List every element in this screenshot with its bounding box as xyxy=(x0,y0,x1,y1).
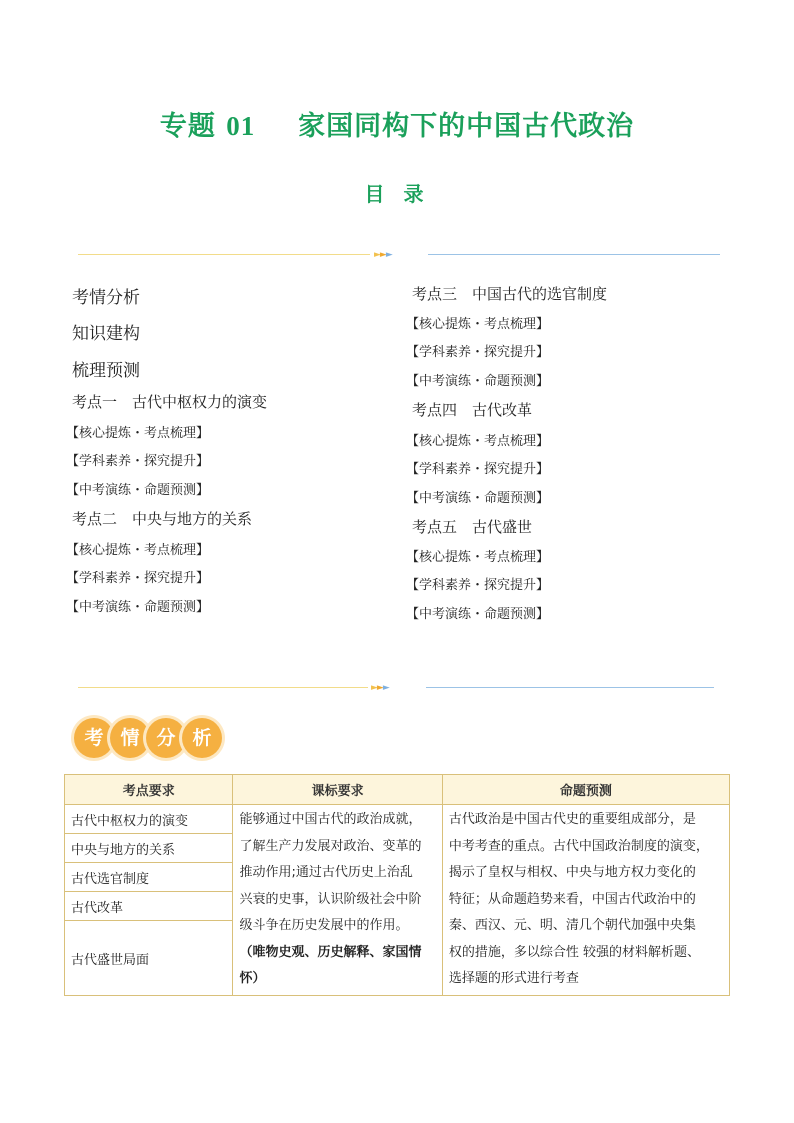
toc-subitem[interactable]: 【核心提炼・考点梳理】 xyxy=(406,317,550,332)
text-line: 古代政治是中国古代史的重要组成部分，是 xyxy=(448,812,696,827)
table-cell: 古代改革 xyxy=(65,892,233,921)
badge-char: 析 xyxy=(182,718,222,758)
table-cell: 古代中枢权力的演变 xyxy=(65,805,233,834)
toc-point-3[interactable]: 考点三 中国古代的选官制度 xyxy=(412,285,608,303)
toc-heading: 目 录 xyxy=(364,182,430,206)
text-line: 级斗争在历史发展中的作用。 xyxy=(239,918,409,933)
text-line: 秦、西汉、元、明、清几个朝代加强中央集 xyxy=(448,918,696,933)
divider-line-right xyxy=(426,687,714,688)
toc-point-2[interactable]: 考点二 中央与地方的关系 xyxy=(72,510,253,528)
title-main: 家国同构下的中国古代政治 xyxy=(298,111,635,142)
toc-subitem[interactable]: 【中考演练・命题预测】 xyxy=(406,374,550,389)
text-line: 了解生产力发展对政治、变革的 xyxy=(239,838,422,854)
title-prefix: 专题 xyxy=(159,111,216,142)
divider-line-left xyxy=(78,687,368,688)
exam-analysis-table xyxy=(64,774,730,996)
curriculum-standard-cell xyxy=(233,805,442,996)
arrow-icon: ►►► xyxy=(371,683,389,693)
text-line: 兴衰的史事，认识阶级社会中阶 xyxy=(239,891,422,907)
text-line: 揭示了皇权与相权、中央与地方权力变化的 xyxy=(448,865,696,880)
badge-char: 考 xyxy=(74,718,114,758)
toc-subitem[interactable]: 【中考演练・命题预测】 xyxy=(66,483,210,498)
toc-subitem[interactable]: 【学科素养・探究提升】 xyxy=(66,571,210,586)
text-line: 能够通过中国古代的政治成就， xyxy=(239,812,422,827)
toc-item-review-forecast[interactable]: 梳理预测 xyxy=(72,361,140,381)
table-header-row xyxy=(65,775,730,805)
toc-subitem[interactable]: 【核心提炼・考点梳理】 xyxy=(66,543,210,558)
toc-subitem[interactable]: 【中考演练・命题预测】 xyxy=(66,600,210,615)
divider-top xyxy=(78,249,720,261)
toc-subitem[interactable]: 【核心提炼・考点梳理】 xyxy=(66,426,210,441)
table-row xyxy=(65,805,730,834)
toc-subitem[interactable]: 【核心提炼・考点梳理】 xyxy=(406,550,550,565)
table-cell: 中央与地方的关系 xyxy=(65,834,233,863)
divider-bottom xyxy=(78,682,714,694)
table-cell: 古代选官制度 xyxy=(65,863,233,892)
toc-item-knowledge-structure[interactable]: 知识建构 xyxy=(72,324,140,344)
toc-point-5[interactable]: 考点五 古代盛世 xyxy=(412,518,533,536)
toc-subitem[interactable]: 【核心提炼・考点梳理】 xyxy=(406,434,550,449)
text-line: 中考考查的重点。古代中国政治制度的演变， xyxy=(448,838,709,854)
divider-line-left xyxy=(78,254,370,255)
toc-point-1[interactable]: 考点一 古代中枢权力的演变 xyxy=(72,393,268,411)
toc-subitem[interactable]: 【中考演练・命题预测】 xyxy=(406,491,550,506)
title-number: 01 xyxy=(226,111,256,141)
toc-subitem[interactable]: 【学科素养・探究提升】 xyxy=(406,345,550,360)
arrow-icon: ►►► xyxy=(374,250,392,260)
toc-subitem[interactable]: 【学科素养・探究提升】 xyxy=(406,462,550,477)
column-header: 课标要求 xyxy=(233,775,442,805)
badge-char: 分 xyxy=(146,718,186,758)
table-cell: 古代盛世局面 xyxy=(65,921,233,996)
text-line: （唯物史观、历史解释、家国情 xyxy=(239,944,422,960)
toc-point-4[interactable]: 考点四 古代改革 xyxy=(412,401,533,419)
column-header: 命题预测 xyxy=(442,775,729,805)
text-line: 选择题的形式进行考查 xyxy=(448,971,579,986)
toc-item-exam-analysis[interactable]: 考情分析 xyxy=(72,288,140,308)
text-line: 怀） xyxy=(239,971,266,986)
page-title xyxy=(0,104,794,143)
forecast-cell xyxy=(442,805,729,996)
toc-subitem[interactable]: 【学科素养・探究提升】 xyxy=(66,454,210,469)
divider-line-right xyxy=(428,254,720,255)
toc-subitem[interactable]: 【学科素养・探究提升】 xyxy=(406,578,550,593)
text-line: 特征；从命题趋势来看，中国古代政治中的 xyxy=(448,891,696,907)
column-header: 考点要求 xyxy=(65,775,233,805)
badge-char: 情 xyxy=(110,718,150,758)
toc-subitem[interactable]: 【中考演练・命题预测】 xyxy=(406,607,550,622)
text-line: 权的措施，多以综合性 较强的材料解析题、 xyxy=(448,944,701,960)
text-line: 推动作用;通过古代历史上治乱 xyxy=(239,865,413,880)
